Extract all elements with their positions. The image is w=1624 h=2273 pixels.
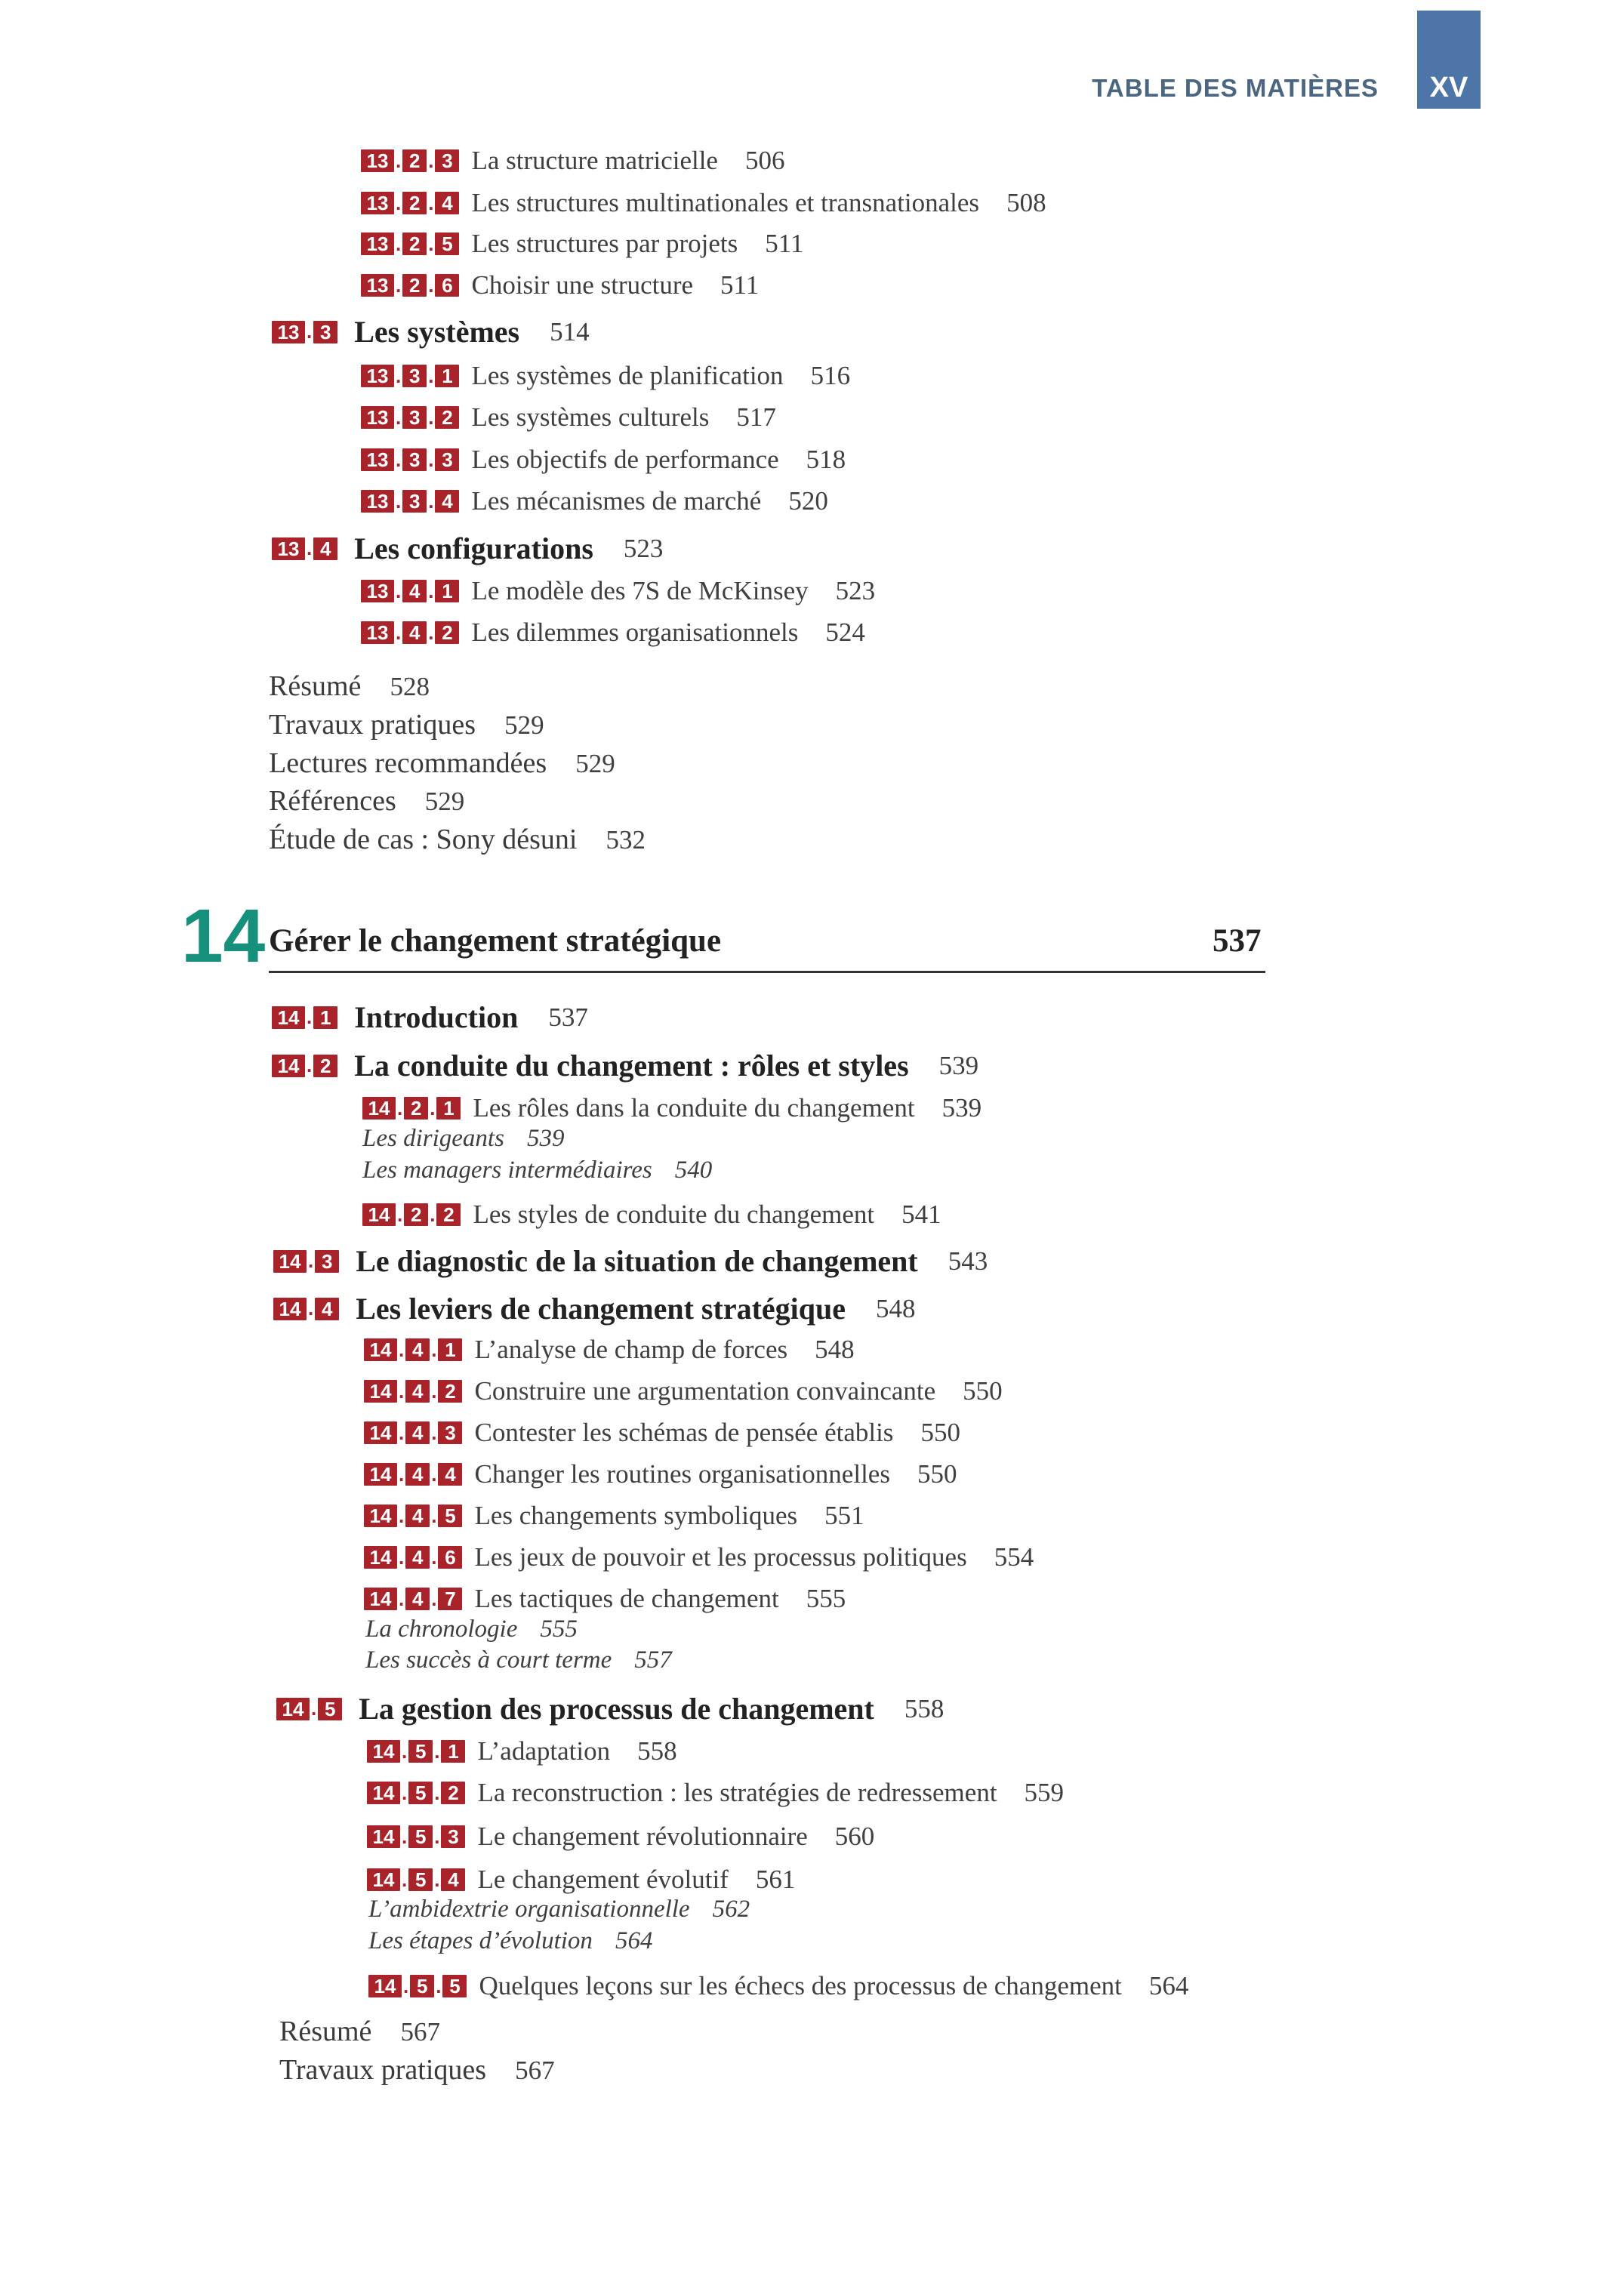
section-number-badge: 13 . 2 . 4 (361, 192, 459, 215)
section-number-badge: 14 . 4 . 4 (364, 1463, 462, 1486)
toc-entry-13-4-1[interactable] (361, 576, 875, 606)
entry-page: 524 (825, 618, 865, 647)
entry-page: 561 (755, 1865, 796, 1894)
section-number-badge: 14 . 4 . 6 (364, 1546, 462, 1569)
section-number-badge: 13 . 2 . 6 (361, 274, 459, 297)
entry-label: La reconstruction : les stratégies de redressement (477, 1778, 997, 1807)
toc-italic-etapes[interactable]: Les étapes d’évolution 564 (368, 1927, 653, 1954)
section-number-badge: 14 . 4 . 3 (364, 1421, 462, 1445)
entry-label: L’adaptation (477, 1736, 611, 1766)
toc-entry-13-3-2[interactable] (361, 402, 776, 433)
section-number-badge: 13 . 2 . 3 (361, 149, 459, 173)
entry-label: Les structures multinationales et transnationales (471, 188, 980, 217)
entry-label: Les rôles dans la conduite du changement (473, 1093, 915, 1123)
entry-page: 517 (736, 402, 776, 432)
entry-page: 508 (1006, 188, 1046, 217)
entry-label: Contester les schémas de pensée établis (474, 1418, 894, 1447)
chapter-page: 537 (1213, 923, 1262, 959)
entry-page: 560 (834, 1822, 875, 1851)
section-page: 537 (548, 1002, 588, 1032)
section-page: 539 (938, 1050, 979, 1080)
section-number-badge: 13 . 2 . 5 (361, 233, 459, 256)
section-page: 523 (623, 533, 664, 563)
entry-label: Les systèmes culturels (471, 402, 710, 432)
running-header-title: TABLE DES MATIÈRES (1092, 74, 1379, 102)
section-label: Les leviers de changement stratégique (356, 1292, 846, 1326)
section-number-badge: 14 . 1 (272, 1006, 337, 1029)
section-label: La gestion des processus de changement (359, 1692, 874, 1726)
entry-page: 550 (917, 1459, 957, 1489)
section-number-badge: 13 . 4 (272, 537, 337, 560)
section-label: Les systèmes (354, 315, 520, 349)
toc-entry-13-2-5[interactable] (361, 229, 803, 259)
section-page: 558 (904, 1693, 945, 1723)
section-label: Le diagnostic de la situation de changement (356, 1244, 918, 1278)
entry-label: Les changements symboliques (474, 1501, 798, 1530)
entry-label: Changer les routines organisationnelles (474, 1459, 890, 1489)
section-number-badge: 13 . 3 . 4 (361, 490, 459, 513)
toc-entry-13-2-3[interactable] (361, 146, 784, 176)
toc-entry-14-4-7[interactable] (364, 1584, 846, 1614)
entry-label: Le changement évolutif (477, 1865, 729, 1894)
entry-label: Choisir une structure (471, 270, 694, 300)
section-number-badge: 13 . 4 . 1 (361, 580, 459, 603)
section-page: 514 (550, 316, 590, 346)
section-number-badge: 14 . 4 . 2 (364, 1380, 462, 1403)
toc-entry-13-4-2[interactable] (361, 618, 865, 648)
chapter-title[interactable]: Gérer le changement stratégique (269, 923, 722, 959)
toc-end-resume-13[interactable]: Résumé 528 (269, 670, 430, 702)
section-number-badge: 14 . 2 . 1 (362, 1097, 461, 1120)
section-number-badge: 14 . 3 (273, 1249, 339, 1273)
entry-page: 564 (1148, 1971, 1189, 2000)
entry-label: La structure matricielle (471, 146, 718, 175)
toc-entry-14-4-6[interactable] (364, 1542, 1034, 1572)
toc-italic-managers[interactable]: Les managers intermédiaires 540 (362, 1157, 713, 1184)
toc-entry-13-3-1[interactable] (361, 361, 850, 391)
entry-label: Les styles de conduite du changement (473, 1200, 875, 1229)
entry-label: Les dilemmes organisationnels (471, 618, 799, 647)
section-number-badge: 14 . 4 . 5 (364, 1505, 462, 1528)
section-number-badge: 13 . 3 . 1 (361, 365, 459, 388)
entry-page: 559 (1024, 1778, 1065, 1807)
toc-entry-13-2-6[interactable] (361, 270, 759, 300)
entry-page: 551 (824, 1501, 864, 1530)
toc-entry-13-2-4[interactable] (361, 188, 1046, 218)
section-number-badge: 14 . 5 . 2 (367, 1782, 465, 1805)
entry-label: Quelques leçons sur les échecs des processus de changement (479, 1971, 1122, 2000)
page-number-tab: XV (1417, 11, 1481, 109)
entry-label: L’analyse de champ de forces (474, 1335, 788, 1364)
entry-label: Construire une argumentation convaincante (474, 1376, 936, 1406)
section-number-badge: 14 . 5 . 3 (367, 1825, 465, 1849)
section-number-badge: 14 . 5 . 4 (367, 1868, 465, 1892)
entry-page: 523 (835, 576, 876, 605)
entry-label: Le changement révolutionnaire (477, 1822, 808, 1851)
section-number-badge: 14 . 5 (276, 1697, 342, 1720)
entry-page: 506 (744, 146, 785, 175)
entry-page: 511 (765, 229, 804, 258)
entry-label: Les tactiques de changement (474, 1584, 779, 1613)
toc-end-travaux-13[interactable]: Travaux pratiques 529 (269, 709, 544, 741)
entry-page: 558 (637, 1736, 677, 1766)
toc-end-travaux-14[interactable]: Travaux pratiques 567 (279, 2054, 555, 2086)
toc-section-13-4[interactable] (272, 531, 663, 566)
section-number-badge: 13 . 4 . 2 (361, 621, 459, 645)
section-number-badge: 14 . 5 . 5 (368, 1975, 467, 1998)
entry-page: 539 (941, 1093, 982, 1123)
section-number-badge: 14 . 5 . 1 (367, 1740, 465, 1763)
section-number-badge: 14 . 4 . 7 (364, 1588, 462, 1611)
section-page: 543 (948, 1246, 988, 1276)
entry-page: 541 (901, 1200, 941, 1229)
chapter-rule (269, 971, 1265, 973)
toc-entry-14-5-1[interactable] (367, 1736, 677, 1766)
toc-italic-dirigeants[interactable]: Les dirigeants 539 (362, 1125, 565, 1152)
entry-page: 554 (994, 1542, 1034, 1572)
entry-label: Les mécanismes de marché (471, 486, 762, 516)
entry-page: 550 (963, 1376, 1003, 1406)
toc-entry-14-2-1[interactable] (362, 1093, 981, 1123)
toc-entry-14-4-2[interactable] (364, 1376, 1003, 1406)
toc-entry-14-4-4[interactable] (364, 1459, 957, 1489)
toc-italic-chronologie[interactable]: La chronologie 555 (365, 1615, 578, 1643)
toc-end-lectures-13[interactable]: Lectures recommandées 529 (269, 747, 615, 779)
entry-page: 518 (806, 445, 846, 474)
entry-label: Les structures par projets (471, 229, 738, 258)
toc-italic-ambidextrie[interactable]: L’ambidextrie organisationnelle 562 (368, 1896, 750, 1923)
entry-page: 550 (920, 1418, 960, 1447)
toc-section-14-2[interactable] (272, 1048, 978, 1083)
toc-entry-14-4-1[interactable] (364, 1335, 855, 1365)
toc-entry-14-4-3[interactable] (364, 1418, 960, 1448)
entry-page: 511 (720, 270, 760, 300)
entry-label: Les systèmes de planification (471, 361, 784, 390)
toc-entry-14-5-2[interactable] (367, 1778, 1064, 1808)
toc-entry-14-5-4[interactable] (367, 1865, 795, 1895)
section-label: Les configurations (354, 531, 593, 565)
toc-entry-13-3-3[interactable] (361, 445, 846, 475)
entry-label: Le modèle des 7S de McKinsey (471, 576, 809, 605)
toc-end-references-13[interactable]: Références 529 (269, 785, 465, 817)
section-number-badge: 14 . 4 (273, 1297, 339, 1320)
toc-section-14-3[interactable] (273, 1243, 988, 1279)
section-label: Introduction (354, 1000, 519, 1034)
section-number-badge: 14 . 4 . 1 (364, 1338, 462, 1362)
section-page: 548 (876, 1293, 916, 1323)
toc-section-13-3[interactable] (272, 314, 590, 350)
entry-label: Les jeux de pouvoir et les processus politiques (474, 1542, 967, 1572)
toc-section-14-5[interactable] (276, 1691, 944, 1726)
entry-page: 516 (810, 361, 851, 390)
toc-italic-succes[interactable]: Les succès à court terme 557 (365, 1646, 672, 1674)
section-label: La conduite du changement : rôles et styles (354, 1049, 909, 1083)
entry-page: 520 (788, 486, 828, 516)
section-number-badge: 13 . 3 . 3 (361, 448, 459, 472)
section-number-badge: 13 . 3 (272, 320, 337, 343)
toc-entry-13-3-4[interactable] (361, 486, 828, 516)
toc-end-resume-14[interactable]: Résumé 567 (279, 2016, 440, 2047)
toc-entry-14-2-2[interactable] (362, 1200, 941, 1230)
section-number-badge: 13 . 3 . 2 (361, 406, 459, 430)
entry-page: 548 (815, 1335, 855, 1364)
entry-label: Les objectifs de performance (471, 445, 779, 474)
toc-entry-14-5-3[interactable] (367, 1822, 874, 1852)
entry-page: 555 (806, 1584, 846, 1613)
chapter-number: 14 (181, 894, 266, 978)
toc-end-case-13[interactable]: Étude de cas : Sony désuni 532 (269, 824, 646, 855)
section-number-badge: 14 . 2 . 2 (362, 1203, 461, 1227)
toc-entry-14-5-5[interactable] (368, 1971, 1188, 2001)
toc-section-14-1[interactable] (272, 999, 588, 1035)
section-number-badge: 14 . 2 (272, 1054, 337, 1077)
toc-section-14-4[interactable] (273, 1291, 916, 1326)
toc-entry-14-4-5[interactable] (364, 1501, 864, 1531)
